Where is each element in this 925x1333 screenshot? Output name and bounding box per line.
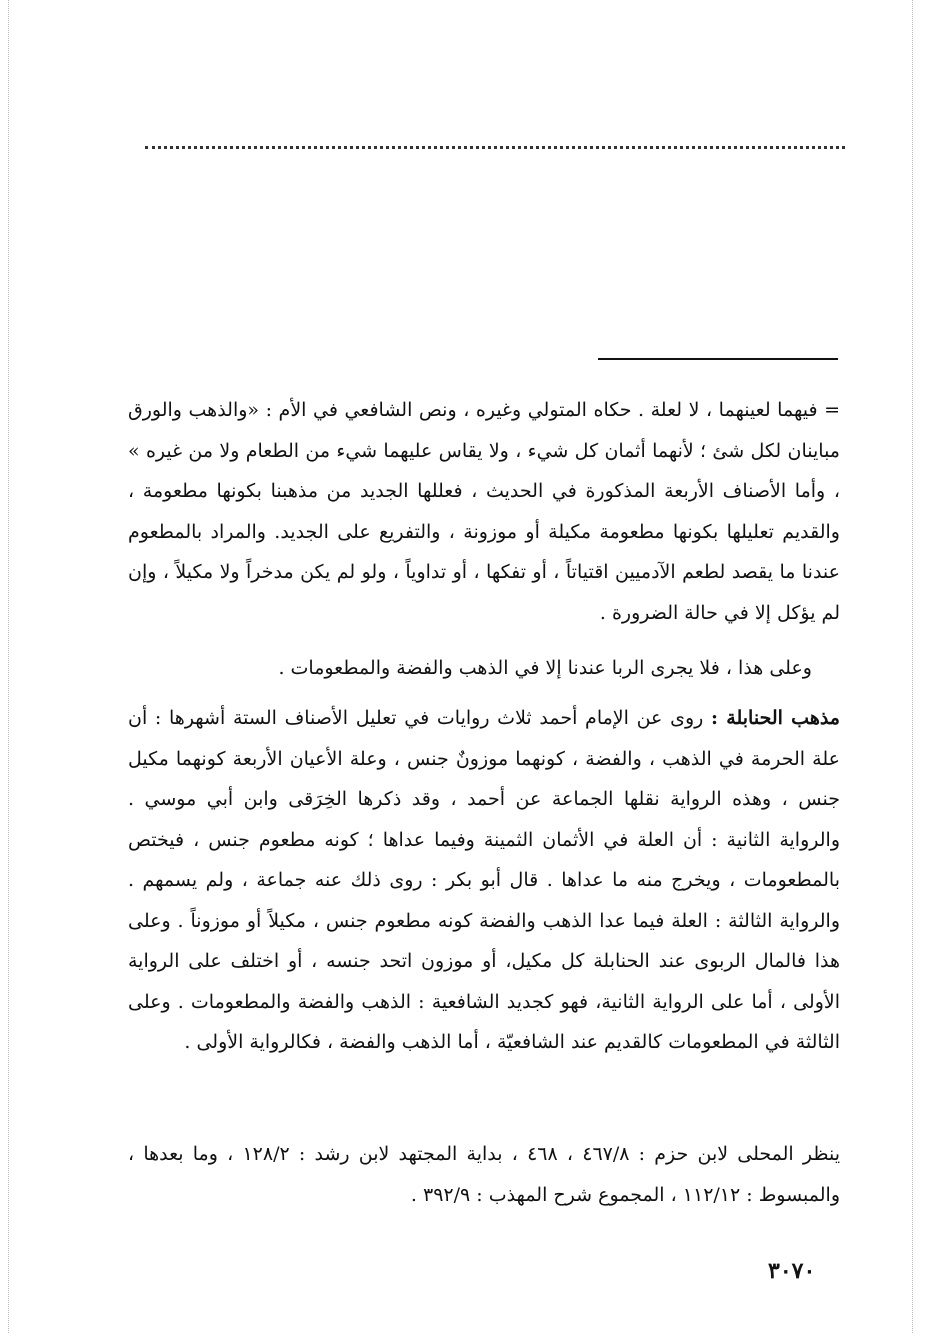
hanbali-paragraph xyxy=(128,698,840,1063)
hanbali-heading: مذهب الحنابلة : xyxy=(711,707,840,729)
references-paragraph: ينظر المحلى لابن حزم : ٤٦٧/٨ ، ٤٦٨ ، بداية المجتهد لابن رشد : ١٢٨/٢ ، وما بعدها ، والمبسوط : ١١٢/١٢ ، المجموع شرح المهذب : ٣٩٢/٩ . xyxy=(128,1143,841,1206)
scan-edge-right xyxy=(912,0,913,1333)
hanbali-text: روى عن الإمام أحمد ثلاث روايات في تعليل الأصناف الستة أشهرها : أن علة الحرمة في الذهب ، والفضة ، كونهما موزونٌ جنس ، وعلة الأعيان الأربعة كونهما مكيل جنس ، وهذه الرواية نقلها الجماعة عن أحمد ، وقد ذكرها الخِرَقى وابن أبي موسي . والرواية الثانية : أن العلة في الأثمان الثمينة وفيما عداها ؛ كونه مطعوم جنس ، فيختص بالمطعومات ، ويخرج منه ما عداها . قال أبو بكر : روى ذلك عنه جماعة ، ولم يسمهم . والرواية الثالثة : العلة فيما عدا الذهب والفضة كونه مطعوم جنس ، مكيلاً أو موزوناً . وعلى هذا فالمال الربوى عند الحنابلة كل مكيل، أو موزون اتحد جنسه ، أو اختلف على الرواية الأولى ، أما على الرواية الثانية، فهو كجديد الشافعية : الذهب والفضة والمطعومات . وعلى الثالثة في المطعومات كالقديم عند الشافعيّة ، أما الذهب والفضة ، فكالرواية الأولى . xyxy=(128,707,840,1053)
footnote-continuation: = فيهما لعينهما ، لا لعلة . حكاه المتولي وغيره ، ونص الشافعي في الأم : «والذهب والورق مباينان لكل شئ ؛ لأنهما أثمان كل شيء ، ولا يقاس عليهما شيء من الطعام ولا من غيره » ، وأما الأصناف الأربعة المذكورة في الحديث ، فعللها الجديد من مذهبنا بكونها مطعومة ، والقديم تعليلها بكونها مطعومة مكيلة أو موزونة ، والتفريع على الجديد. والمراد بالمطعوم عندنا ما يقصد لطعم الآدميين اقتياتاً ، أو تفكها ، أو تداوياً ، ولو لم يكن مدخراً ولا مكيلاً ، وإن لم يؤكل إلا في حالة الضرورة . xyxy=(128,399,840,624)
page-number: ٣٠٧٠ xyxy=(768,1258,816,1284)
dotted-separator xyxy=(145,146,845,149)
footnote-rule xyxy=(598,358,838,360)
footnote-conclusion: وعلى هذا ، فلا يجرى الربا عندنا إلا في الذهب والفضة والمطعومات . xyxy=(278,657,812,679)
scan-edge-left xyxy=(8,0,9,1333)
